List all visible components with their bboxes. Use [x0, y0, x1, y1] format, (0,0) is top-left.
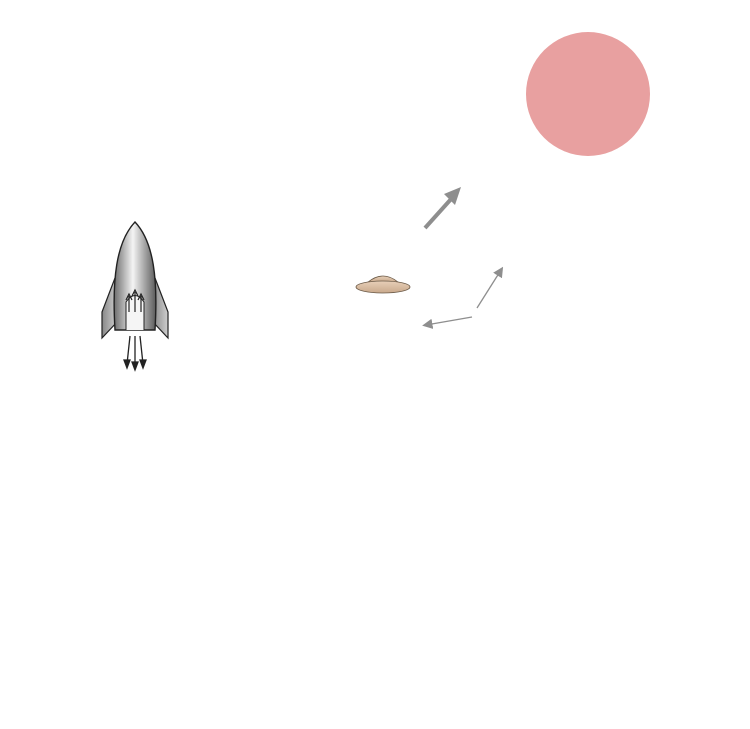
poles-arrows — [426, 270, 501, 325]
motion-arrow — [425, 187, 461, 228]
rocket-icon — [102, 222, 168, 370]
spacecraft-icon — [356, 276, 410, 293]
sun-disc — [526, 32, 650, 156]
